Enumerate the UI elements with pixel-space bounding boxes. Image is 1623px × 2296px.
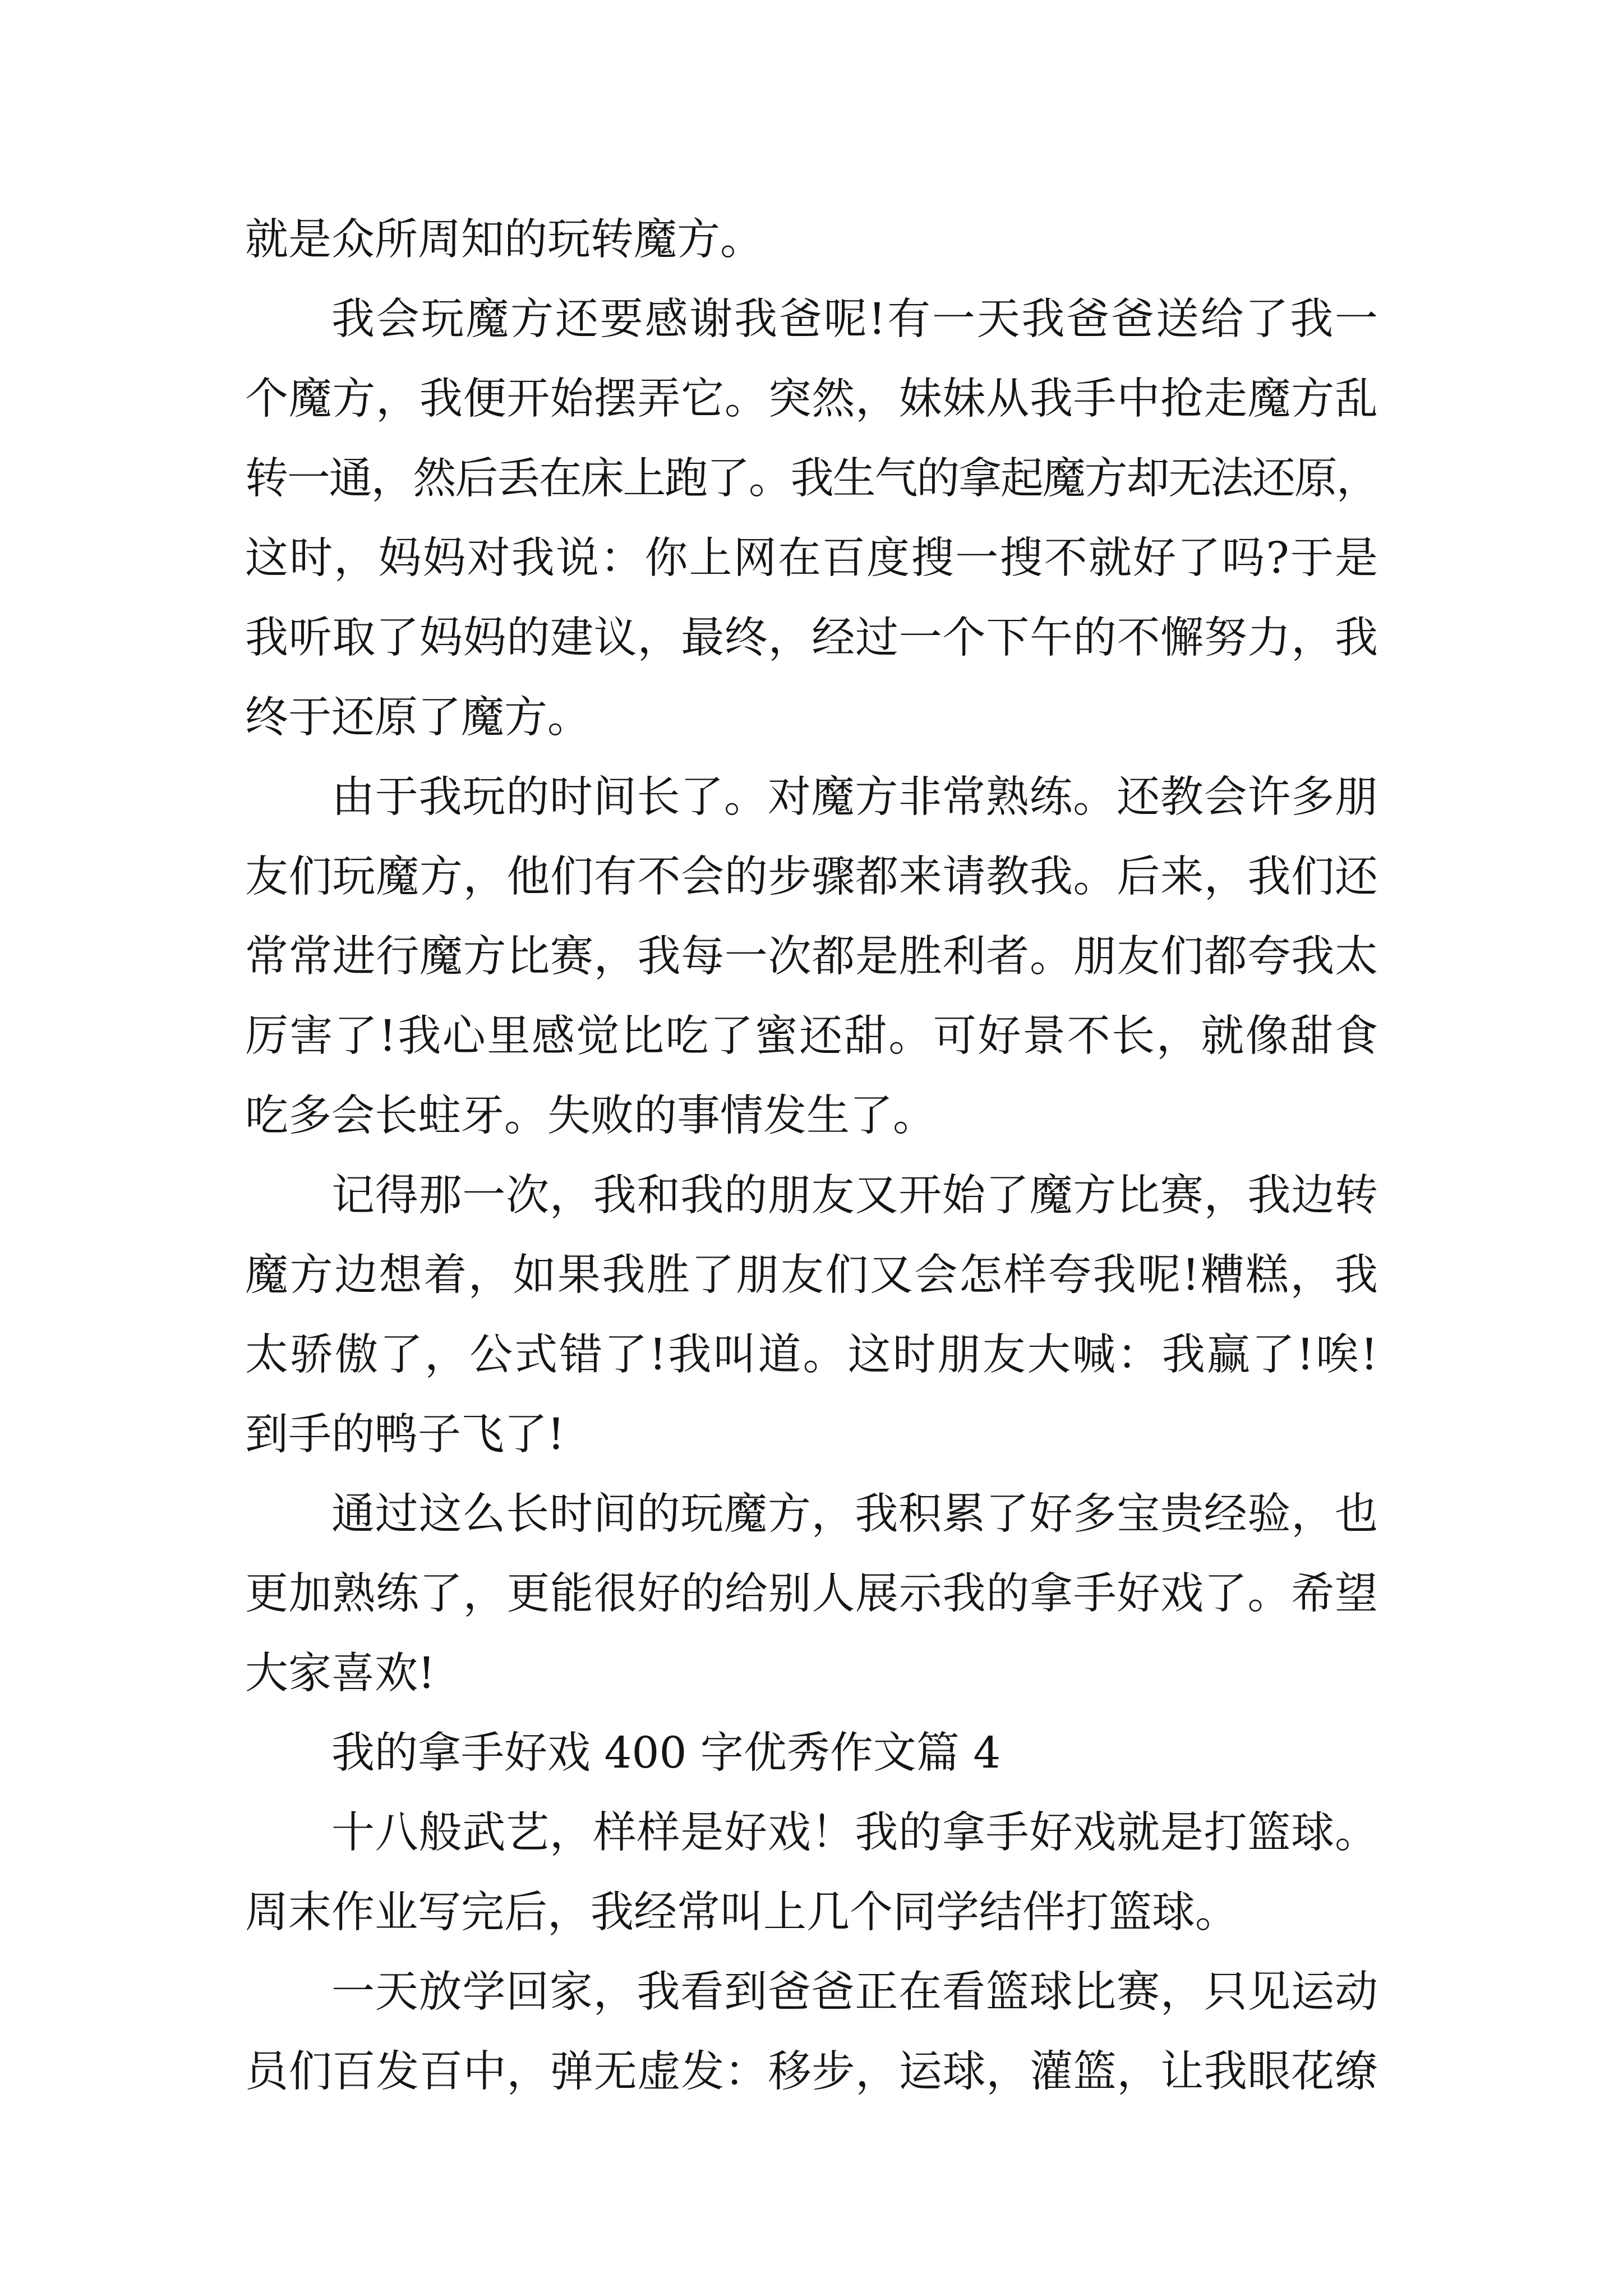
text-line: 通过这么长时间的玩魔方，我积累了好多宝贵经验，也 [331, 1489, 1378, 1539]
paragraph [245, 758, 1378, 1156]
text-line: 吃多会长蛀牙。失败的事情发生了。 [245, 1091, 936, 1141]
text-line: 友们玩魔方，他们有不会的步骤都来请教我。后来，我们还 [245, 852, 1378, 902]
text-line: 周末作业写完后，我经常叫上几个同学结伴打篮球。 [245, 1888, 1238, 1938]
document-page [245, 200, 1378, 2112]
text-line: 就是众所周知的玩转魔方。 [245, 215, 763, 265]
paragraph [245, 1156, 1378, 1475]
text-line: 十八般武艺，样样是好戏！我的拿手好戏就是打篮球。 [331, 1808, 1378, 1858]
text-line: 大家喜欢! [245, 1649, 435, 1699]
text-line: 个魔方，我便开始摆弄它。突然，妹妹从我手中抢走魔方乱 [245, 374, 1378, 424]
text-line: 一天放学回家，我看到爸爸正在看篮球比赛，只见运动 [331, 1967, 1378, 2017]
paragraph [245, 1953, 1378, 2112]
text-line: 更加熟练了，更能很好的给别人展示我的拿手好戏了。希望 [245, 1569, 1378, 1619]
text-line: 太骄傲了，公式错了!我叫道。这时朋友大喊：我赢了!唉! [245, 1330, 1378, 1380]
text-line: 魔方边想着，如果我胜了朋友们又会怎样夸我呢!糟糕，我 [245, 1250, 1378, 1300]
text-line: 转一通，然后丢在床上跑了。我生气的拿起魔方却无法还原， [245, 454, 1378, 504]
text-line: 记得那一次，我和我的朋友又开始了魔方比赛，我边转 [331, 1171, 1378, 1221]
paragraph [245, 1793, 1378, 1953]
text-line: 员们百发百中，弹无虚发：移步，运球，灌篮，让我眼花缭 [245, 2047, 1378, 2097]
text-line: 到手的鸭子飞了! [245, 1410, 565, 1460]
heading-text: 我的拿手好戏 400 字优秀作文篇 4 [331, 1728, 1001, 1778]
text-line: 这时，妈妈对我说：你上网在百度搜一搜不就好了吗?于是 [245, 533, 1378, 583]
text-line: 常常进行魔方比赛，我每一次都是胜利者。朋友们都夸我太 [245, 932, 1378, 982]
paragraph [245, 280, 1378, 758]
text-line: 由于我玩的时间长了。对魔方非常熟练。还教会许多朋 [331, 772, 1378, 822]
text-line: 厉害了!我心里感觉比吃了蜜还甜。可好景不长，就像甜食 [245, 1011, 1378, 1061]
paragraph [245, 200, 1378, 280]
essay-heading [245, 1714, 1378, 1793]
text-line: 终于还原了魔方。 [245, 693, 591, 743]
text-line: 我会玩魔方还要感谢我爸呢!有一天我爸爸送给了我一 [331, 295, 1378, 344]
text-line: 我听取了妈妈的建议，最终，经过一个下午的不懈努力，我 [245, 613, 1378, 663]
paragraph [245, 1475, 1378, 1714]
